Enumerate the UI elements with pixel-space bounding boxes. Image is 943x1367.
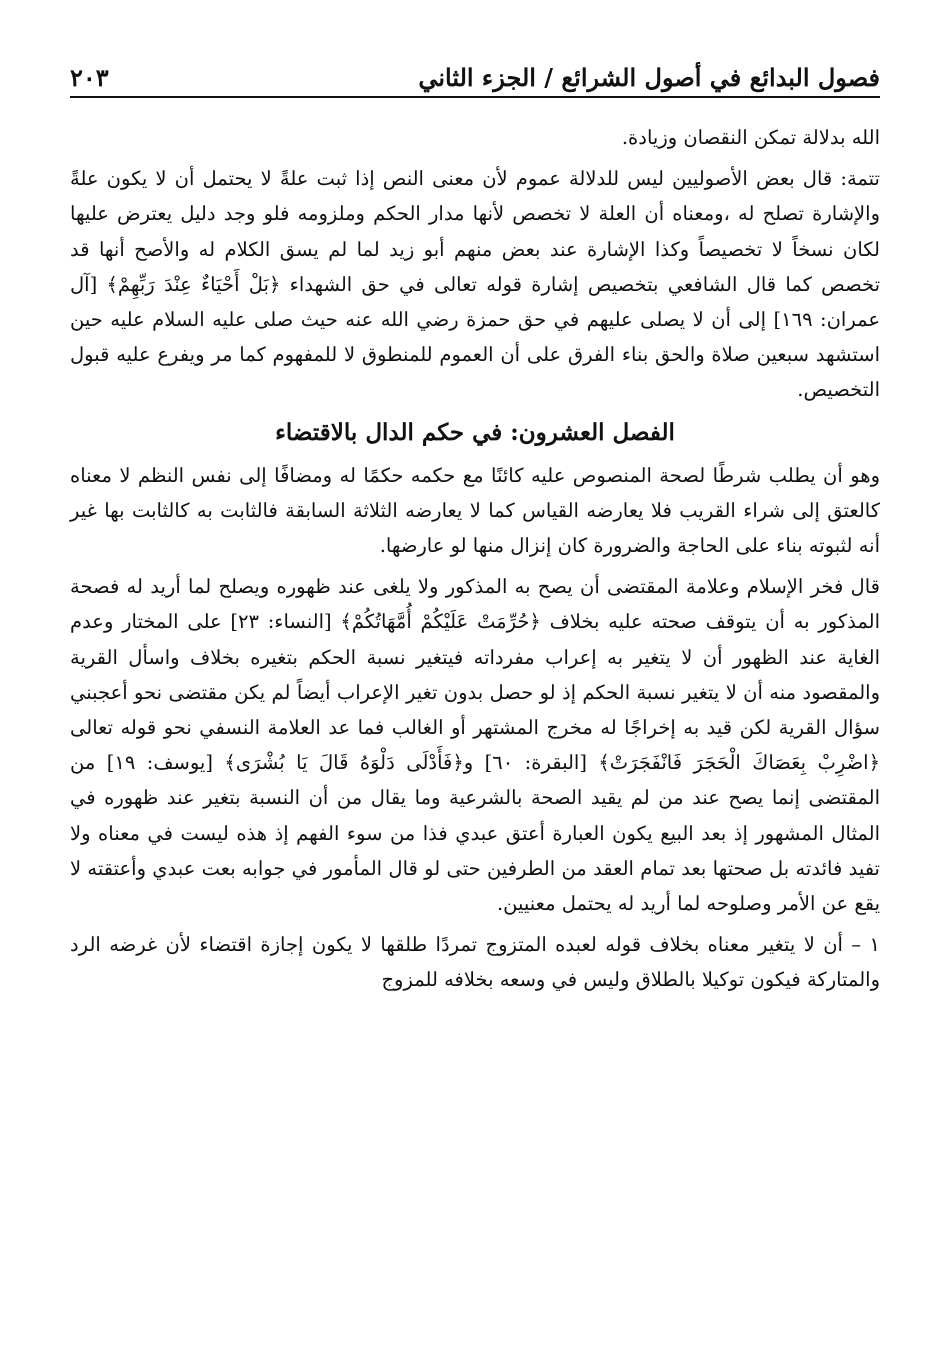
- page-number: ٢٠٣: [70, 63, 109, 92]
- running-header: [70, 48, 880, 98]
- section-paragraph: وهو أن يطلب شرطًا لصحة المنصوص عليه كائنًا مع حكمه حكمًا له ومضافًا إلى نفس النظم لا معناه كالعتق إلى شراء القريب فلا يعارضه القياس كما لا يعارضه الثلاثة السابقة فالثابت به كالثابت بها غير أنه لثبوته بناء على الحاجة والضرورة كان إنزال منها لو عارضها.: [70, 463, 880, 558]
- section-paragraph: ١ – أن لا يتغير معناه بخلاف قوله لعبده المتزوج تمردًا طلقها لا يكون إجازة اقتضاء لأن غرضه الرد والمتاركة فيكون توكيلا بالطلاق وليس في وسعه بخلافه للمزوج: [70, 933, 880, 992]
- page: [70, 48, 880, 1004]
- section-paragraph: قال فخر الإسلام وعلامة المقتضى أن يصح به المذكور ولا يلغى عند ظهوره ويصلح لما أريد له فصحة المذكور به أن يتوقف صحته عليه بخلاف ﴿حُرِّمَتْ عَلَيْكُمْ أُمَّهَاتُكُمْ﴾ [النساء: ٢٣] على المختار وعدم الغاية عند الظهور أن لا يتغير به إعراب مفرداته فيتغير نسبة الحكم بتغيره بخلاف واسأل القرية والمقصود منه أن لا يتغير نسبة الحكم إذ لو حصل بدون تغير الإعراب أيضاً لم يكن مقتضى نحو أعجبني سؤال القرية لكن قيد به إخراجًا له مخرج المشتهر أو الغالب فما عد العلامة النسفي نحو قوله تعالى ﴿اضْرِبْ بِعَصَاكَ الْحَجَرَ فَانْفَجَرَتْ﴾ [البقرة: ٦٠] و﴿فَأَدْلَى دَلْوَهُ قَالَ يَا بُشْرَى﴾ [يوسف: ١٩] من المقتضى إنما يصح عند من لم يقيد الصحة بالشرعية وما يقال من أن النسبة بتغير عند ظهوره في المثال المشهور إذ بعد البيع يكون العبارة أعتق عبدي فذا من سوء الفهم إذ هذه ليست في معناه ولا تفيد فائدته بل صحتها بعد تمام العقد من الطرفين حتى لو قال المأمور في جوابه بعت عبدي وأعتقته لا يقع عن الأمر وصلوحه لما أريد له يحتمل معنيين.: [70, 575, 880, 916]
- section-heading: الفصل العشرون: في حكم الدال بالاقتضاء: [275, 418, 675, 446]
- header-title: فصول البدائع في أصول الشرائع / الجزء الثاني: [418, 63, 880, 92]
- body-text: [70, 120, 880, 998]
- paragraph-tatimma: تتمة: قال بعض الأصوليين ليس للدلالة عموم لأن معنى النص إذا ثبت علةً لا يحتمل أن لا يكون علةً والإشارة تصلح له ،ومعناه أن العلة لا تخصص لأنها مدار الحكم وملزومه فلو وجد دليل يعترض عليها لكان نسخاً لا تخصيصاً وكذا الإشارة عند بعض منهم أبو زيد لما لم يسق الكلام له والأصح أنها قد تخصص كما قال الشافعي بتخصيص إشارة قوله تعالى في حق الشهداء ﴿بَلْ أَحْيَاءٌ عِنْدَ رَبِّهِمْ﴾ [آل عمران: ١٦٩] إلى أن لا يصلى عليهم في حق حمزة رضي الله عنه حيث صلى عليه السلام عليه حين استشهد سبعين صلاة والحق بناء الفرق على أن العموم للمنطوق لا للمفهوم كما مر ويفرع عليه قبول التخصيص.: [70, 167, 880, 402]
- paragraph-continuation: الله بدلالة تمكن النقصان وزيادة.: [621, 126, 880, 149]
